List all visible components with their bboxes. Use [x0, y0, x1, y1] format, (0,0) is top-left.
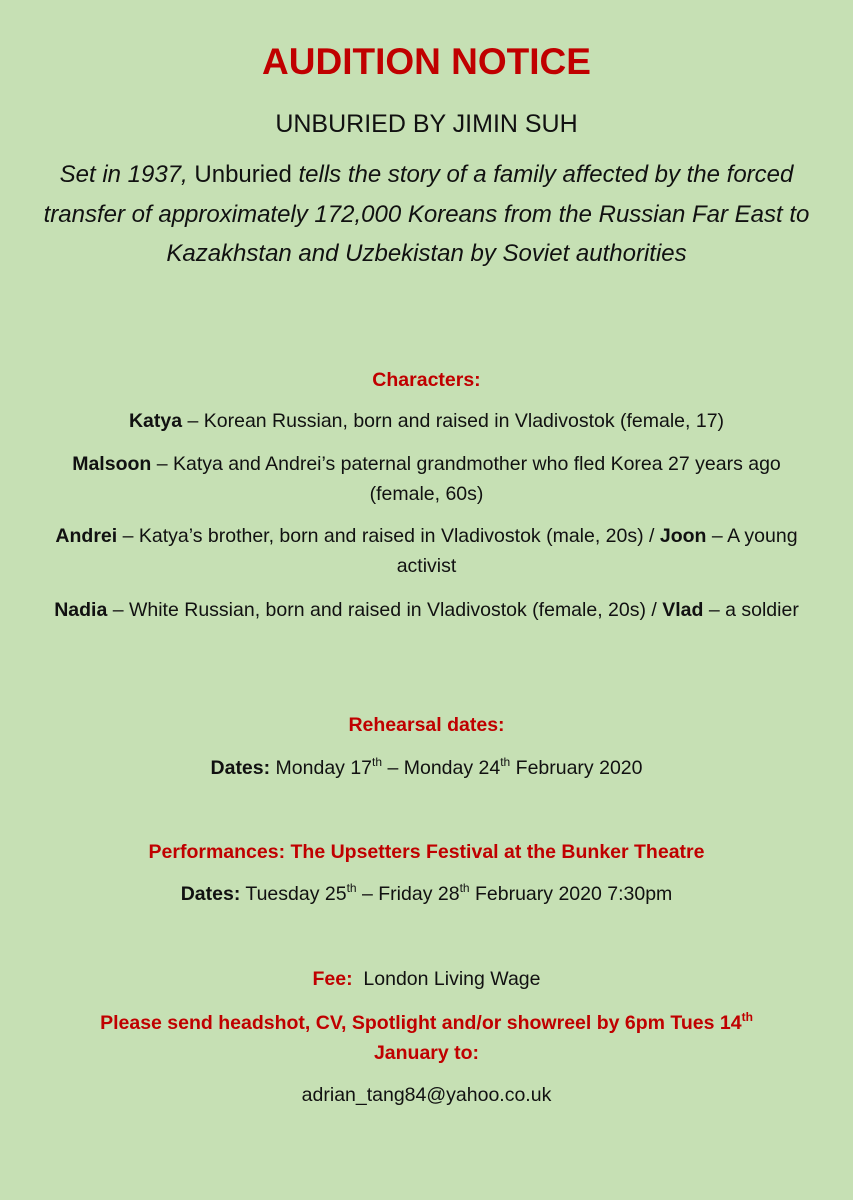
character-name: Nadia	[54, 599, 108, 621]
character-name: Andrei	[55, 525, 118, 547]
character-description: – A young activist	[396, 525, 798, 577]
performance-month-time: February 2020 7:30pm	[469, 883, 673, 905]
character-description: – Korean Russian, born and raised in Vladivostok (female, 17)	[182, 410, 725, 432]
character-name: Joon	[659, 525, 707, 547]
dates-label: Dates:	[210, 757, 271, 779]
contact-email[interactable]: adrian_tang84@yahoo.co.uk	[301, 1084, 552, 1106]
character-description: – Katya’s brother, born and raised in Vladivostok (male, 20s) /	[117, 525, 660, 547]
rehearsal-dates	[40, 753, 813, 783]
synopsis-prefix: Set in 1937,	[59, 161, 195, 188]
synopsis-play-title: Unburied	[194, 161, 292, 188]
ordinal-suffix: th	[500, 755, 511, 769]
performances-heading: Performances: The Upsetters Festival at the Bunker Theatre	[148, 841, 705, 863]
dates-label: Dates:	[180, 883, 241, 905]
ordinal-suffix: th	[459, 881, 470, 895]
character-name: Vlad	[662, 599, 704, 621]
rehearsal-heading: Rehearsal dates:	[348, 714, 505, 736]
performance-end: – Friday 28	[356, 883, 460, 905]
character-line-andrei-joon	[40, 521, 813, 581]
submission-text-end: January to:	[373, 1042, 480, 1064]
character-line-katya	[40, 406, 813, 436]
character-name: Malsoon	[72, 453, 152, 475]
ordinal-suffix: th	[741, 1010, 753, 1024]
synopsis-body: tells the story of a family affected by the forced transfer of approximately 172,000 Koreans from the Russian Far East to Kazakhstan and Uzbekistan by Soviet authorities	[43, 161, 810, 267]
synopsis	[40, 155, 813, 274]
character-description: – White Russian, born and raised in Vladivostok (female, 20s) /	[107, 599, 663, 621]
character-description: – a soldier	[703, 599, 799, 621]
character-name: Katya	[128, 410, 183, 432]
submission-instructions	[80, 1008, 773, 1068]
play-subtitle: UNBURIED BY JIMIN SUH	[275, 110, 578, 138]
notice-title: AUDITION NOTICE	[262, 41, 591, 82]
characters-heading: Characters:	[372, 369, 481, 391]
submission-text: Please send headshot, CV, Spotlight and/or showreel by 6pm Tues 14	[100, 1012, 742, 1034]
rehearsal-month: February 2020	[510, 757, 643, 779]
performance-start: Tuesday 25	[240, 883, 347, 905]
character-line-nadia-vlad	[40, 595, 813, 625]
character-description: – Katya and Andrei’s paternal grandmother who fled Korea 27 years ago (female, 60s)	[151, 453, 781, 505]
rehearsal-start: Monday 17	[270, 757, 373, 779]
fee-label: Fee:	[312, 968, 353, 990]
fee-line	[40, 964, 813, 994]
rehearsal-end: – Monday 24	[382, 757, 501, 779]
fee-value: London Living Wage	[352, 968, 541, 990]
ordinal-suffix: th	[372, 755, 383, 769]
performance-dates	[40, 879, 813, 909]
ordinal-suffix: th	[346, 881, 357, 895]
character-line-malsoon	[40, 449, 813, 509]
